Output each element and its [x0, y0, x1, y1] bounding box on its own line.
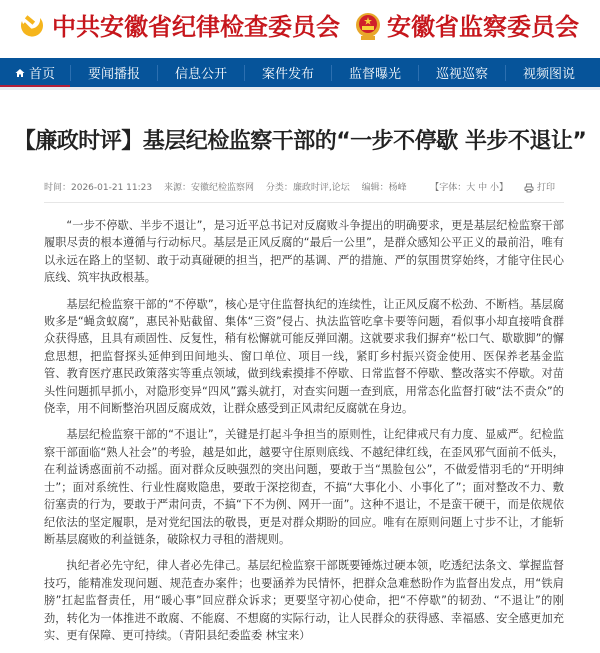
cpc-discipline-commission-logo[interactable]: [16, 10, 340, 44]
nav-item-label: 要闻播报: [87, 67, 140, 82]
nav-item-video[interactable]: [506, 58, 592, 87]
nav-item-case-release[interactable]: [245, 58, 331, 87]
nav-item-exposure[interactable]: [332, 58, 418, 87]
article-paragraph: 基层纪检监察干部的“不退让”，关键是打起斗争担当的原则性，让纪律戒尺有力度、显威严。纪检监察干部面临“熟人社会”的考验，越是如此，越要守住原则底线、不越纪律红线，在歪风邪气面前不低头，在利益诱惑面前不动摇。面对群众反映强烈的突出问题，要敢于当“黑脸包公”，不做爱惜羽毛的“开明绅士”；面对系统性、行业性腐败隐患，要敢于深挖彻查，不搞“大事化小、小事化了”；面对整改不力、敷衍塞责的行为，要敢于严肃问责，不搞“下不为例、网开一面”。这种不退让，不是蛮干硬干，而是依规依纪依法的坚定履职，是对党纪国法的敬畏，更是对群众期盼的回应。唯有在原则问题上寸步不让，才能斩断基层腐败的利益链条，破除权力寻租的潜规则。: [44, 428, 564, 546]
nav-item-label: 视频图说: [522, 67, 575, 82]
article-title: 【廉政时评】基层纪检监察干部的“一步不停歇 半步不退让”: [13, 129, 587, 154]
party-emblem-icon: [16, 12, 46, 42]
publish-time: 时间：2026-01-21 11:23: [44, 183, 153, 193]
print-button[interactable]: 打印: [536, 183, 555, 193]
article-meta: [44, 180, 564, 196]
article-paragraph: 执纪者必先守纪，律人者必先律己。基层纪检监察干部既要锤炼过硬本领，吃透纪法条文、掌握监督技巧，能精准发现问题、规范查办案件；也要涵养为民情怀，把群众急难愁盼作为监督出发点，用“铁肩膀”扛起监督责任，用“暖心事”回应群众诉求；更要坚守初心使命，把“不停歇”的韧劲、“不退让”的刚劲，转化为一体推进不敢腐、不能腐、不想腐的实际行动，让人民群众的获得感、幸福感、安全感更加充实、更有保障、更可持续。（青阳县纪委监委 林宝来）: [44, 559, 564, 642]
article-tools: [430, 180, 564, 196]
org-name-discipline: 中共安徽省纪律检查委员会: [52, 12, 340, 41]
nav-item-label: 巡视巡察: [435, 67, 488, 82]
org-name-supervision: 安徽省监察委员会: [387, 12, 579, 41]
supervision-commission-logo[interactable]: [355, 10, 579, 44]
nav-item-news[interactable]: [71, 58, 157, 87]
nav-item-label: 案件发布: [261, 67, 314, 82]
main-nav: [0, 58, 600, 87]
nav-item-inspection[interactable]: [419, 58, 505, 87]
font-size-control[interactable]: 【字体：大 中 小】: [430, 183, 508, 193]
nav-item-label: 首页: [28, 67, 55, 82]
nav-item-info-disclosure[interactable]: [158, 58, 244, 87]
home-icon: [15, 68, 25, 78]
site-header: [0, 0, 600, 57]
nav-item-home[interactable]: [0, 58, 70, 87]
meta-divider: [44, 202, 564, 203]
article-body: [44, 217, 564, 653]
nav-item-label: 信息公开: [174, 67, 227, 82]
article-category: 分类：廉政时评,论坛: [265, 183, 350, 193]
printer-icon[interactable]: [524, 183, 534, 193]
article-paragraph: “一步不停歇、半步不退让”，是习近平总书记对反腐败斗争提出的明确要求，更是基层纪检监察干部履职尽责的根本遵循与行动标尺。基层是正风反腐的“最后一公里”，是群众感知公平正义的最前沿，唯有以永远在路上的坚韧、敢于动真碰硬的担当，把严的基调、严的措施、严的氛围贯穿始终，才能守住民心底线、筑牢执政根基。: [44, 219, 564, 285]
national-emblem-icon: [355, 12, 381, 42]
article-source: 来源：安徽纪检监察网: [163, 183, 254, 193]
article-editor: 编辑：杨峰: [361, 183, 407, 193]
article-paragraph: 基层纪检监察干部的“不停歇”，核心是守住监督执纪的连续性，让正风反腐不松劲、不断档。基层腐败多是“蝇贪蚁腐”，惠民补贴截留、集体“三资”侵占、执法监管吃拿卡要等问题，看似事小却直接啃食群众获得感，且具有顽固性、反复性，稍有松懈就可能反弹回潮。这就要求我们摒弃“松口气、歇歇脚”的懈怠思想，把监督探头延伸到田间地头、窗口单位、项目一线，紧盯乡村振兴资金使用、医保养老基金监管、教育医疗惠民政策落实等重点领域，做到线索摸排不停歇、日常监督不停歇、整改落实不停歇。对苗头性问题抓早抓小，对隐形变异“四风”露头就打，对查实问题一查到底，用常态化监督打破“法不责众”的侥幸，用不间断整治巩固反腐成效，让群众感受到正风肃纪反腐就在身边。: [44, 297, 564, 416]
nav-item-label: 监督曝光: [348, 67, 401, 82]
nav-bottom-border: [0, 87, 600, 90]
